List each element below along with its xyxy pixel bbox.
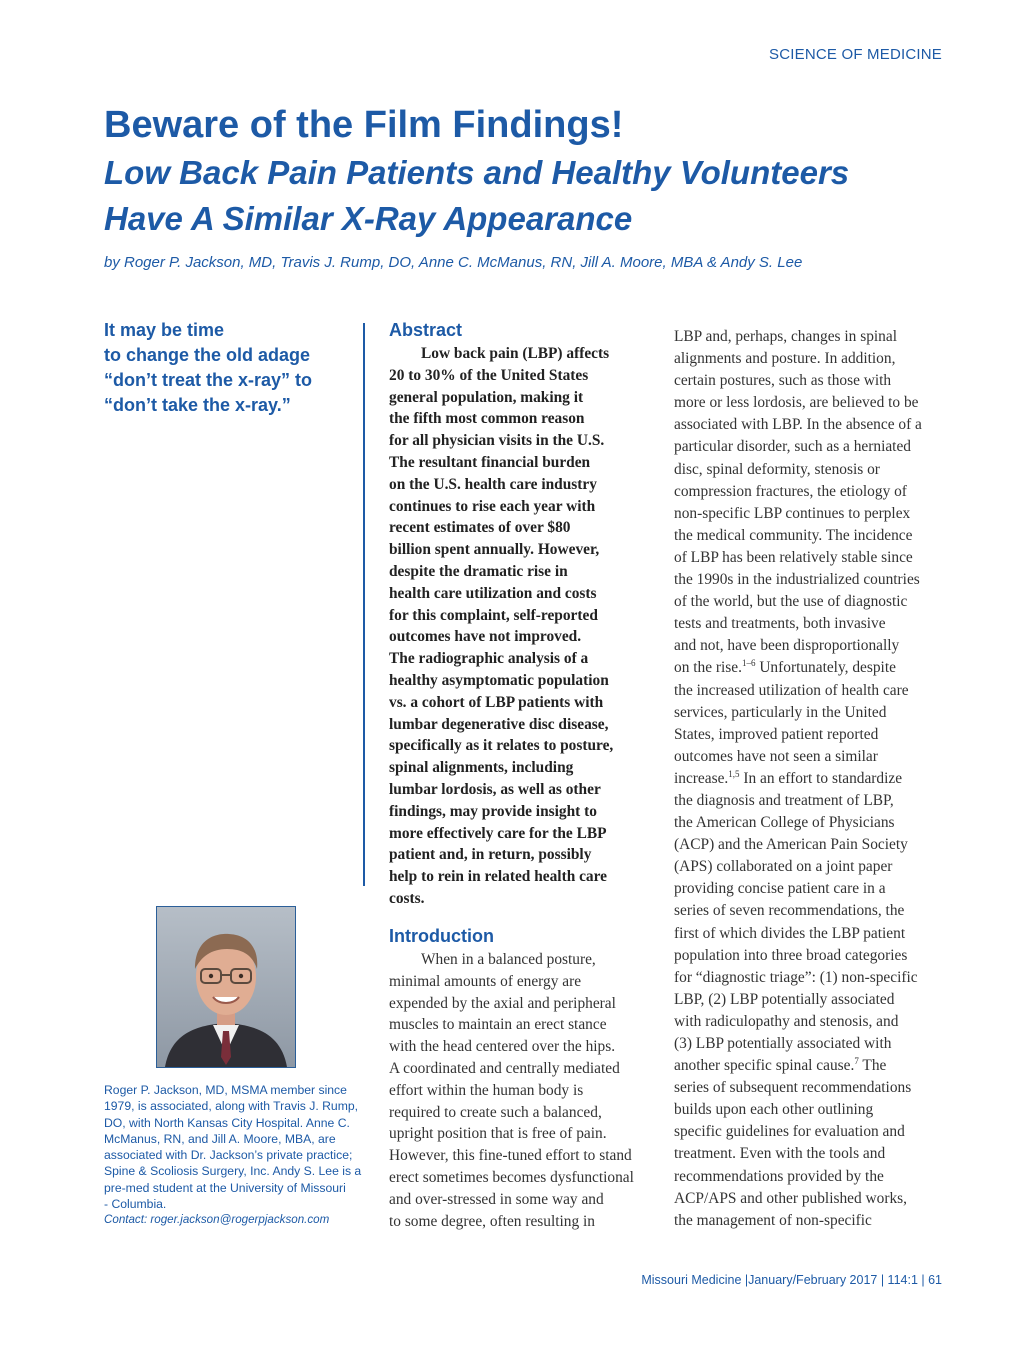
- section-label: SCIENCE OF MEDICINE: [769, 46, 942, 63]
- abstract-section: [389, 320, 659, 910]
- body-line: the American College of Physicians: [674, 814, 895, 832]
- abstract-line: vs. a cohort of LBP patients with: [389, 693, 604, 711]
- body-text: In an effort to standardize: [739, 769, 903, 787]
- body-text: Unfortunately, despite: [755, 659, 896, 677]
- abstract-line: on the U.S. health care industry: [389, 475, 597, 493]
- bio-line: Roger P. Jackson, MD, MSMA member since: [104, 1083, 347, 1097]
- body-line: LBP, (2) LBP potentially associated: [674, 990, 895, 1008]
- citation-superscript: 1–6: [741, 658, 756, 669]
- intro-line: However, this fine-tuned effort to stand: [389, 1147, 632, 1165]
- body-text-right-column: [674, 326, 946, 1232]
- body-line: population into three broad categories: [674, 946, 908, 964]
- body-line: the management of non-specific: [674, 1211, 872, 1229]
- body-line: (APS) collaborated on a joint paper: [674, 858, 893, 876]
- intro-line: minimal amounts of energy are: [389, 972, 582, 990]
- body-text: The: [858, 1057, 887, 1075]
- abstract-line: billion spent annually. However,: [389, 541, 600, 559]
- abstract-line: lumbar degenerative disc disease,: [389, 715, 609, 733]
- intro-line: When in a balanced posture,: [421, 951, 596, 968]
- citation-superscript: 1,5: [728, 768, 740, 779]
- body-line: providing concise patient care in a: [674, 880, 886, 898]
- body-text: another specific spinal cause.: [674, 1057, 855, 1075]
- pull-quote-line: “don’t treat the x-ray” to: [104, 370, 313, 390]
- contact-email: Contact: roger.jackson@rogerpjackson.com: [104, 1213, 330, 1227]
- page-footer: Missouri Medicine |January/February 2017 | 114:1 | 61: [641, 1273, 942, 1287]
- intro-line: expended by the axial and peripheral: [389, 994, 616, 1012]
- introduction-text: [389, 949, 659, 1232]
- body-line: the medical community. The incidence: [674, 526, 913, 544]
- body-line: disc, spinal deformity, stenosis or: [674, 460, 880, 478]
- body-line: LBP and, perhaps, changes in spinal: [674, 328, 897, 345]
- body-text: on the rise.: [674, 659, 742, 677]
- body-line: non-specific LBP continues to perplex: [674, 504, 911, 522]
- abstract-line: 20 to 30% of the United States: [389, 366, 589, 384]
- body-line: the increased utilization of health care: [674, 681, 909, 699]
- abstract-line: lumbar lordosis, as well as other: [389, 780, 601, 798]
- body-line: particular disorder, such as a herniated: [674, 438, 911, 456]
- body-line: (3) LBP potentially associated with: [674, 1035, 892, 1052]
- introduction-section: [389, 926, 659, 1232]
- intro-line: effort within the human body is: [389, 1081, 584, 1099]
- body-line: series of seven recommendations, the: [674, 902, 905, 920]
- abstract-line: The radiographic analysis of a: [389, 650, 589, 668]
- body-line: recommendations provided by the: [674, 1167, 884, 1185]
- body-text: increase.: [674, 769, 729, 787]
- column-divider: [363, 323, 365, 886]
- intro-line: A coordinated and centrally mediated: [389, 1059, 620, 1077]
- body-line: treatment. Even with the tools and: [674, 1145, 886, 1163]
- intro-line: required to create such a balanced,: [389, 1103, 602, 1121]
- abstract-heading: Abstract: [389, 320, 463, 340]
- intro-line: and over-stressed in some way and: [389, 1190, 604, 1208]
- abstract-line: patient and, in return, possibly: [389, 846, 592, 864]
- body-line: of LBP has been relatively stable since: [674, 548, 913, 566]
- abstract-line: findings, may provide insight to: [389, 802, 597, 820]
- abstract-line: spinal alignments, including: [389, 759, 574, 777]
- author-bio: [104, 1082, 366, 1229]
- article-title: Beware of the Film Findings!: [104, 104, 624, 146]
- body-line: outcomes have not seen a similar: [674, 747, 878, 765]
- body-line-with-citation: [674, 1055, 946, 1077]
- intro-line: upright position that is free of pain.: [389, 1125, 607, 1143]
- body-line: specific guidelines for evaluation and: [674, 1123, 905, 1141]
- intro-line: erect sometimes becomes dysfunctional: [389, 1168, 634, 1186]
- body-line: ACP/APS and other published works,: [674, 1189, 908, 1207]
- bio-line: Spine & Scoliosis Surgery, Inc. Andy S. Lee is a: [104, 1164, 362, 1179]
- pull-quote-line: “don’t take the x-ray.”: [104, 395, 291, 415]
- abstract-line: Low back pain (LBP) affects: [421, 345, 610, 362]
- pull-quote: [104, 318, 354, 418]
- body-line-with-citation: [674, 768, 946, 790]
- body-line: for “diagnostic triage”: (1) non-specific: [674, 968, 918, 986]
- bio-line: associated with Dr. Jackson’s private practice;: [104, 1148, 353, 1163]
- body-line: builds upon each other outlining: [674, 1101, 874, 1119]
- intro-line: with the head centered over the hips.: [389, 1038, 616, 1056]
- bio-line: DO, with North Kansas City Hospital. Anne C.: [104, 1115, 350, 1130]
- body-line: series of subsequent recommendations: [674, 1079, 912, 1097]
- pull-quote-line: to change the old adage: [104, 345, 311, 365]
- body-line: with radiculopathy and stenosis, and: [674, 1012, 899, 1030]
- body-line: States, improved patient reported: [674, 725, 879, 743]
- bio-line: McManus, RN, and Jill A. Moore, MBA, are: [104, 1131, 336, 1146]
- abstract-line: for all physician visits in the U.S.: [389, 432, 605, 450]
- body-line: the diagnosis and treatment of LBP,: [674, 791, 894, 809]
- intro-line: to some degree, often resulting in: [389, 1212, 596, 1230]
- bio-line: - Columbia.: [104, 1197, 167, 1212]
- body-line-with-citation: [674, 657, 946, 679]
- author-portrait: [156, 906, 296, 1068]
- byline: by Roger P. Jackson, MD, Travis J. Rump, DO, Anne C. McManus, RN, Jill A. Moore, MBA & Andy S. Lee: [104, 254, 803, 271]
- abstract-line: health care utilization and costs: [389, 584, 597, 602]
- abstract-line: healthy asymptomatic population: [389, 671, 609, 689]
- body-line: services, particularly in the United: [674, 703, 887, 721]
- abstract-line: despite the dramatic rise in: [389, 562, 568, 580]
- body-line: certain postures, such as those with: [674, 372, 892, 390]
- abstract-line: general population, making it: [389, 388, 584, 406]
- article-subtitle: [104, 150, 924, 242]
- abstract-line: help to rein in related health care: [389, 868, 608, 886]
- body-line: (ACP) and the American Pain Society: [674, 836, 908, 854]
- body-line: more or less lordosis, are believed to be: [674, 394, 919, 412]
- intro-line: muscles to maintain an erect stance: [389, 1016, 607, 1034]
- pull-quote-line: It may be time: [104, 320, 225, 340]
- bio-line: pre-med student at the University of Missouri: [104, 1180, 346, 1195]
- author-portrait-drawing: [157, 907, 295, 1067]
- body-line: associated with LBP. In the absence of a: [674, 416, 922, 434]
- body-line: tests and treatments, both invasive: [674, 615, 886, 633]
- abstract-line: recent estimates of over $80: [389, 519, 571, 537]
- abstract-line: outcomes have not improved.: [389, 628, 582, 646]
- body-line: and not, have been disproportionally: [674, 637, 900, 655]
- abstract-line: continues to rise each year with: [389, 497, 596, 515]
- abstract-line: more effectively care for the LBP: [389, 824, 607, 842]
- abstract-text: [389, 343, 659, 910]
- body-line: the 1990s in the industrialized countries: [674, 571, 920, 589]
- body-line: of the world, but the use of diagnostic: [674, 593, 908, 611]
- introduction-heading: Introduction: [389, 926, 494, 946]
- abstract-line: the fifth most common reason: [389, 410, 585, 428]
- citation-superscript: 7: [854, 1056, 859, 1067]
- body-line: alignments and posture. In addition,: [674, 350, 896, 368]
- subtitle-line: Low Back Pain Patients and Healthy Volunteers: [104, 154, 850, 191]
- abstract-line: for this complaint, self-reported: [389, 606, 598, 624]
- subtitle-line: Have A Similar X-Ray Appearance: [104, 200, 633, 237]
- body-line: compression fractures, the etiology of: [674, 482, 907, 500]
- bio-line: 1979, is associated, along with Travis J. Rump,: [104, 1099, 359, 1114]
- abstract-line: costs.: [389, 889, 425, 907]
- abstract-line: specifically as it relates to posture,: [389, 737, 614, 755]
- abstract-line: The resultant financial burden: [389, 453, 591, 471]
- body-line: first of which divides the LBP patient: [674, 924, 906, 942]
